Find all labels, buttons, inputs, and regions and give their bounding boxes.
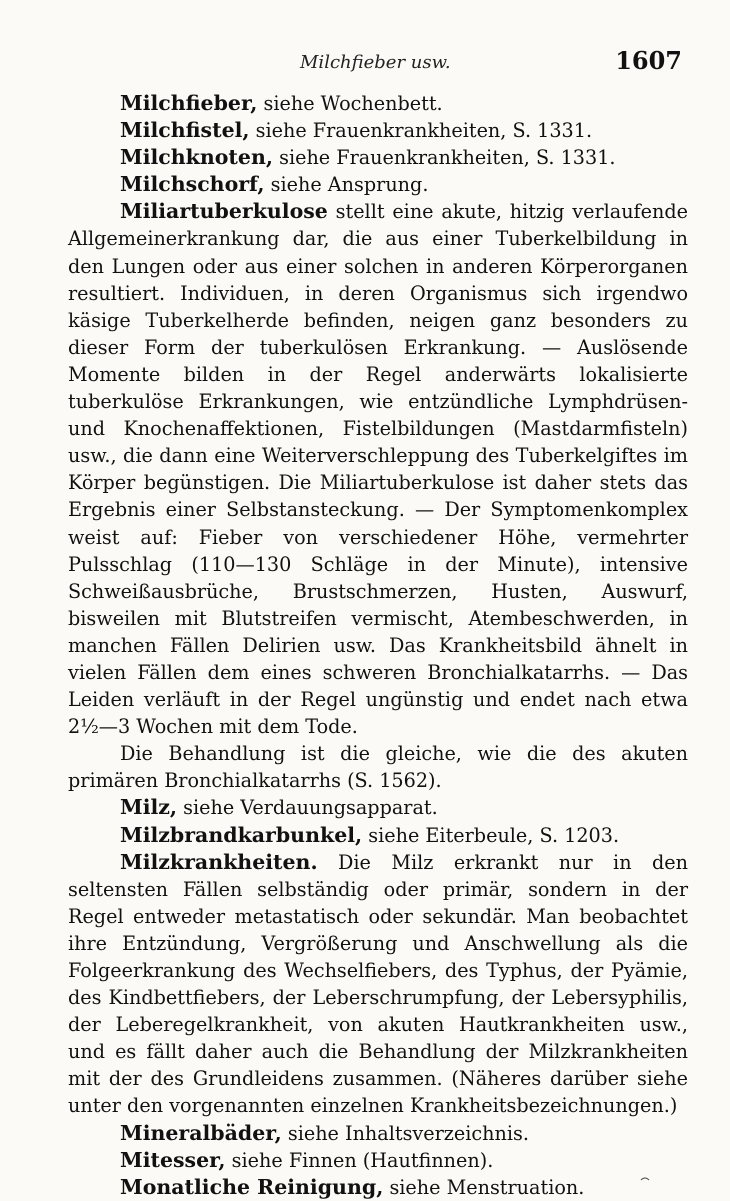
entry-text: siehe Ansprung. xyxy=(264,173,429,197)
entry-mineralbaeder xyxy=(68,1120,688,1147)
entry-text: siehe Finnen (Hautfinnen). xyxy=(225,1148,494,1172)
entry-milzbrandkarbunkel xyxy=(68,822,688,849)
headword: Mineralbäder, xyxy=(120,1120,282,1145)
page-header xyxy=(0,44,730,84)
entry-mitesser xyxy=(68,1147,688,1174)
entry-text: siehe Frauenkrankheiten, S. 1331. xyxy=(249,119,593,143)
entry-milchschorf xyxy=(68,171,688,198)
entry-milz xyxy=(68,794,688,821)
headword: Miliartuberkulose xyxy=(120,199,328,224)
entry-monatliche-reinigung xyxy=(68,1174,688,1201)
entry-milchknoten xyxy=(68,144,688,171)
page-number: 1607 xyxy=(615,46,682,75)
headword: Monatliche Reinigung, xyxy=(120,1174,384,1199)
headword: Milzkrankheiten. xyxy=(120,849,318,874)
entry-milzkrankheiten xyxy=(68,849,688,1120)
entry-text: Die Milz erkrankt nur in den seltensten Fällen selbständig oder primär, sondern in der Regel entweder metastatisch oder sekundär. Man beobachtet ihre Entzündung, Vergrößerung und Anschwellung als die Folgeerkrankung des Wechselfiebers, des Typhus, der Pyämie, des Kindbettfiebers, der Leberschrumpfung, der Lebersyphilis, der Leberegelkrankheit, von akuten Hautkrankheiten usw., und es fällt daher auch die Behandlung der Milzkrankheiten mit der des Grundleidens zusammen. (Näheres darüber siehe unter den vorgenannten einzelnen Krankheitsbezeichnungen.) xyxy=(68,850,688,1118)
entry-text: siehe Wochenbett. xyxy=(257,92,443,115)
headword: Milzbrandkarbunkel, xyxy=(120,822,363,847)
entry-text: siehe Menstruation. xyxy=(383,1175,585,1199)
entry-text: siehe Inhaltsverzeichnis. xyxy=(281,1121,529,1145)
headword: Milchfistel, xyxy=(120,118,250,143)
headword: Milz, xyxy=(120,795,178,820)
entry-milchfieber xyxy=(68,90,688,117)
entry-text: siehe Verdauungsapparat. xyxy=(177,796,438,820)
page-body xyxy=(68,90,688,1201)
entry-text: Die Behandlung ist die gleiche, wie die des akuten primären Bronchialkatarrhs (S. 1562). xyxy=(68,742,688,793)
entry-text: siehe Frauenkrankheiten, S. 1331. xyxy=(273,146,616,170)
headword: Milchfieber, xyxy=(120,91,258,115)
entry-milchfistel xyxy=(68,117,688,144)
entry-miliartuberkulose xyxy=(68,198,688,740)
entry-text: stellt eine akute, hitzig verlaufende Allgemeinerkrankung dar, die aus einer Tuberkelbildung in den Lungen oder aus einer solchen in anderen Körperorganen resultiert. Individuen, in deren Organismus sich irgendwo käsige Tuberkelherde befinden, neigen ganz besonders zu dieser Form der tuberkulösen Erkrankung. — Auslösende Momente bilden in der Regel anderwärts lokalisierte tuberkulöse Erkrankungen, wie entzündliche Lymphdrüsen- und Knochenaffektionen, Fistelbildungen (Mastdarmfisteln) usw., die dann eine Weiterverschleppung des Tuberkelgiftes im Körper begünstigen. Die Miliartuberkulose ist daher stets das Ergebnis einer Selbstansteckung. — Der Symptomenkomplex weist auf: Fieber von verschiedener Höhe, vermehrter Pulsschlag (110—130 Schläge in der Minute), intensive Schweißausbrüche, Brustschmerzen, Husten, Auswurf, bisweilen mit Blutstreifen vermischt, Atembeschwerden, in manchen Fällen Delirien usw. Das Krankheitsbild ähnelt in vielen Fällen dem eines schweren Bronchialkatarrhs. — Das Leiden verläuft in der Regel ungünstig und endet nach etwa 2½—3 Wochen mit dem Tode. xyxy=(68,200,688,739)
headword: Mitesser, xyxy=(120,1147,226,1172)
entry-behandlung xyxy=(68,740,688,794)
headword: Milchknoten, xyxy=(120,145,273,170)
signature-mark xyxy=(640,1176,650,1182)
running-head: Milchfieber usw. xyxy=(300,52,451,73)
entry-text: siehe Eiterbeule, S. 1203. xyxy=(362,823,620,847)
headword: Milchschorf, xyxy=(120,172,265,197)
